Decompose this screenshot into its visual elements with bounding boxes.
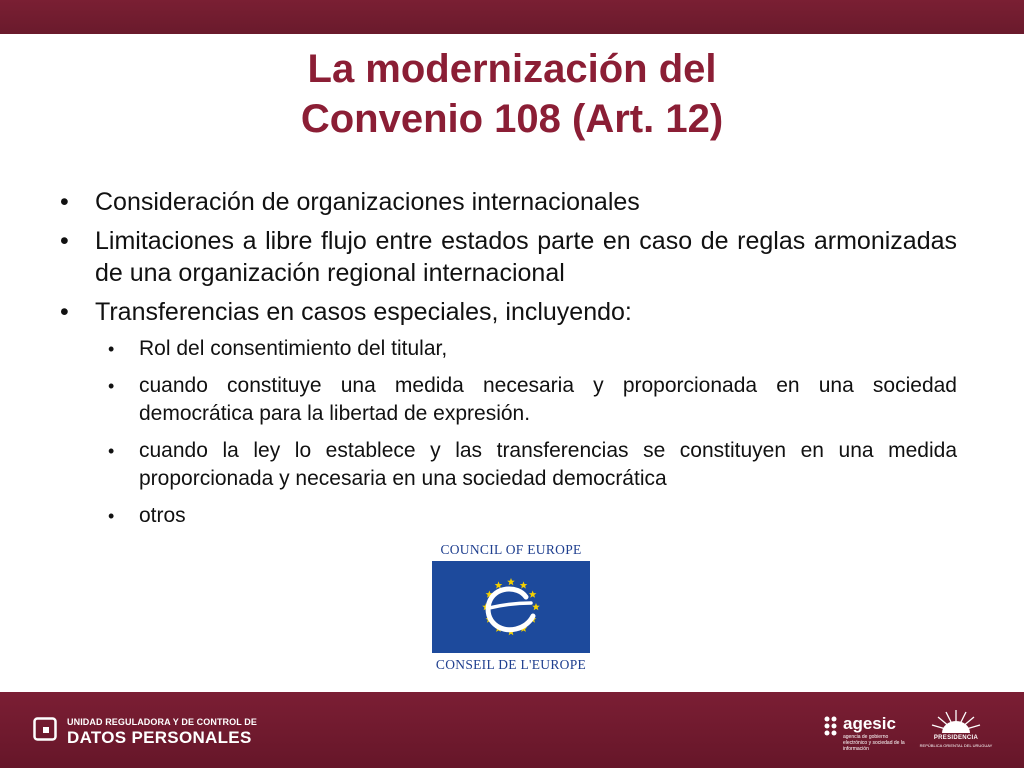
sub-bullet-item — [108, 335, 957, 363]
footer-band — [0, 692, 1024, 768]
top-band — [0, 0, 1024, 34]
coe-bottom-caption: CONSEIL DE L'EUROPE — [435, 657, 587, 672]
bullet-text: Consideración de organizaciones internacionales — [95, 188, 640, 216]
bullet-text: Transferencias en casos especiales, incluyendo: — [95, 298, 632, 326]
slide-content — [60, 186, 957, 539]
coe-emblem-icon — [432, 561, 590, 653]
star-icon — [495, 581, 503, 588]
star-icon — [507, 578, 515, 585]
council-of-europe-logo — [432, 541, 590, 672]
sub-bullet-marker: • — [108, 376, 115, 396]
bullet-item — [60, 186, 957, 218]
bullet-item — [60, 296, 957, 328]
bullet-item — [60, 225, 957, 289]
title-line-2: Convenio 108 (Art. 12) — [300, 97, 724, 141]
sub-bullet-text: cuando constituye una medida necesaria y proporcionada en una sociedad democrática para la libertad de expresión. — [139, 374, 957, 425]
unit-name-line1: UNIDAD REGULADORA Y DE CONTROL DE — [67, 717, 257, 727]
agesic-name: agesic — [843, 714, 896, 733]
coe-flag — [432, 561, 590, 653]
sub-bullet-item — [108, 437, 957, 493]
agesic-tagline: agencia de gobierno electrónico y sociedad de la información — [843, 734, 905, 752]
star-icon — [520, 581, 528, 588]
star-icon — [529, 591, 537, 598]
sub-bullet-marker: • — [108, 441, 115, 461]
sub-bullet-text: otros — [139, 504, 186, 527]
sub-bullet-item — [108, 502, 957, 530]
sub-bullet-text: Rol del consentimiento del titular, — [139, 337, 448, 360]
sub-bullet-item — [108, 372, 957, 428]
sub-bullet-marker: • — [108, 506, 115, 526]
bullet-marker: • — [60, 188, 69, 216]
bullet-marker: • — [60, 227, 69, 255]
presidencia-subtitle: REPÚBLICA ORIENTAL DEL URUGUAY — [919, 743, 993, 748]
datos-personales-logo-icon — [33, 717, 57, 741]
unit-name-line2: DATOS PERSONALES — [67, 728, 252, 747]
coe-e-bar — [489, 603, 531, 608]
agesic-logo-icon — [823, 715, 839, 737]
bullet-text: Limitaciones a libre flujo entre estados parte en caso de reglas armonizadas de una organización regional internacional — [95, 227, 957, 287]
coe-top-caption: COUNCIL OF EUROPE — [440, 542, 582, 557]
slide-title — [0, 44, 1024, 144]
star-icon — [532, 603, 540, 610]
sun-emblem-icon — [928, 708, 984, 734]
bullet-marker: • — [60, 298, 69, 326]
sub-bullet-text: cuando la ley lo establece y las transferencias se constituyen en una medida proporcionada y necesaria en una sociedad democrática — [139, 439, 957, 490]
presidencia-name: PRESIDENCIA — [933, 735, 979, 741]
title-line-1: La modernización del — [307, 47, 717, 91]
coe-e-curve — [488, 589, 533, 630]
sub-bullet-marker: • — [108, 339, 115, 359]
